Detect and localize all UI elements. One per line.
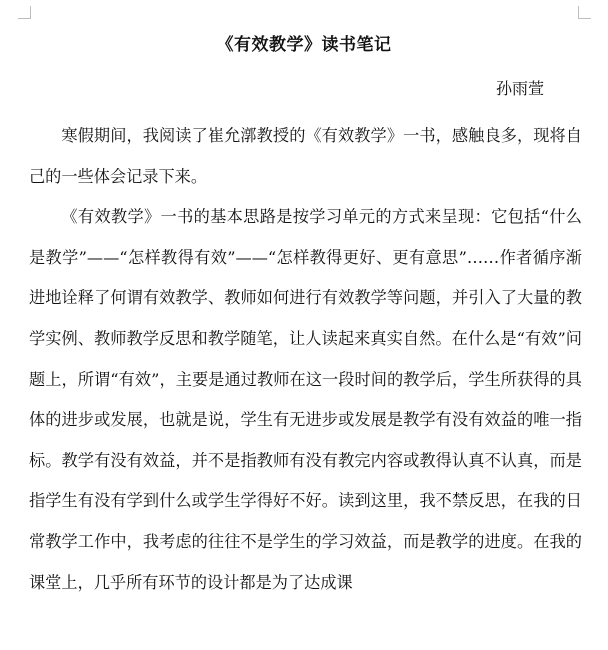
margin-corner-mark-right	[578, 6, 591, 19]
paragraph-main: 《有效教学》一书的基本思路是按学习单元的方式来呈现：它包括“什么是教学”——“怎样教得有效”——“怎样教得更好、更有意思”……作者循序渐进地诠释了何谓有效教学、教师如何进行有效教学等问题，并引入了大量的教学实例、教师教学反思和教学随笔，让人读起来真实自然。在什么是“有效”问题上，所谓“有效”，主要是通过教师在这一段时间的教学后，学生所获得的具体的进步或发展，也就是说，学生有无进步或发展是教学有没有效益的唯一指标。教学有没有效益，并不是指教师有没有教完内容或教得认真不认真，而是指学生有没有学到什么或学生学得好不好。读到这里，我不禁反思，在我的日常教学工作中，我考虑的往往不是学生的学习效益，而是教学的进度。在我的课堂上，几乎所有环节的设计都是为了达成课	[29, 207, 582, 592]
document-title: 《有效教学》读书笔记	[216, 35, 392, 55]
paragraph-intro: 寒假期间，我阅读了崔允漷教授的《有效教学》一书，感触良多，现将自己的一些体会记录下来。	[29, 126, 582, 186]
document-author: 孙雨萱	[495, 79, 544, 98]
document-body	[29, 116, 582, 603]
margin-corner-mark-left	[18, 6, 31, 19]
